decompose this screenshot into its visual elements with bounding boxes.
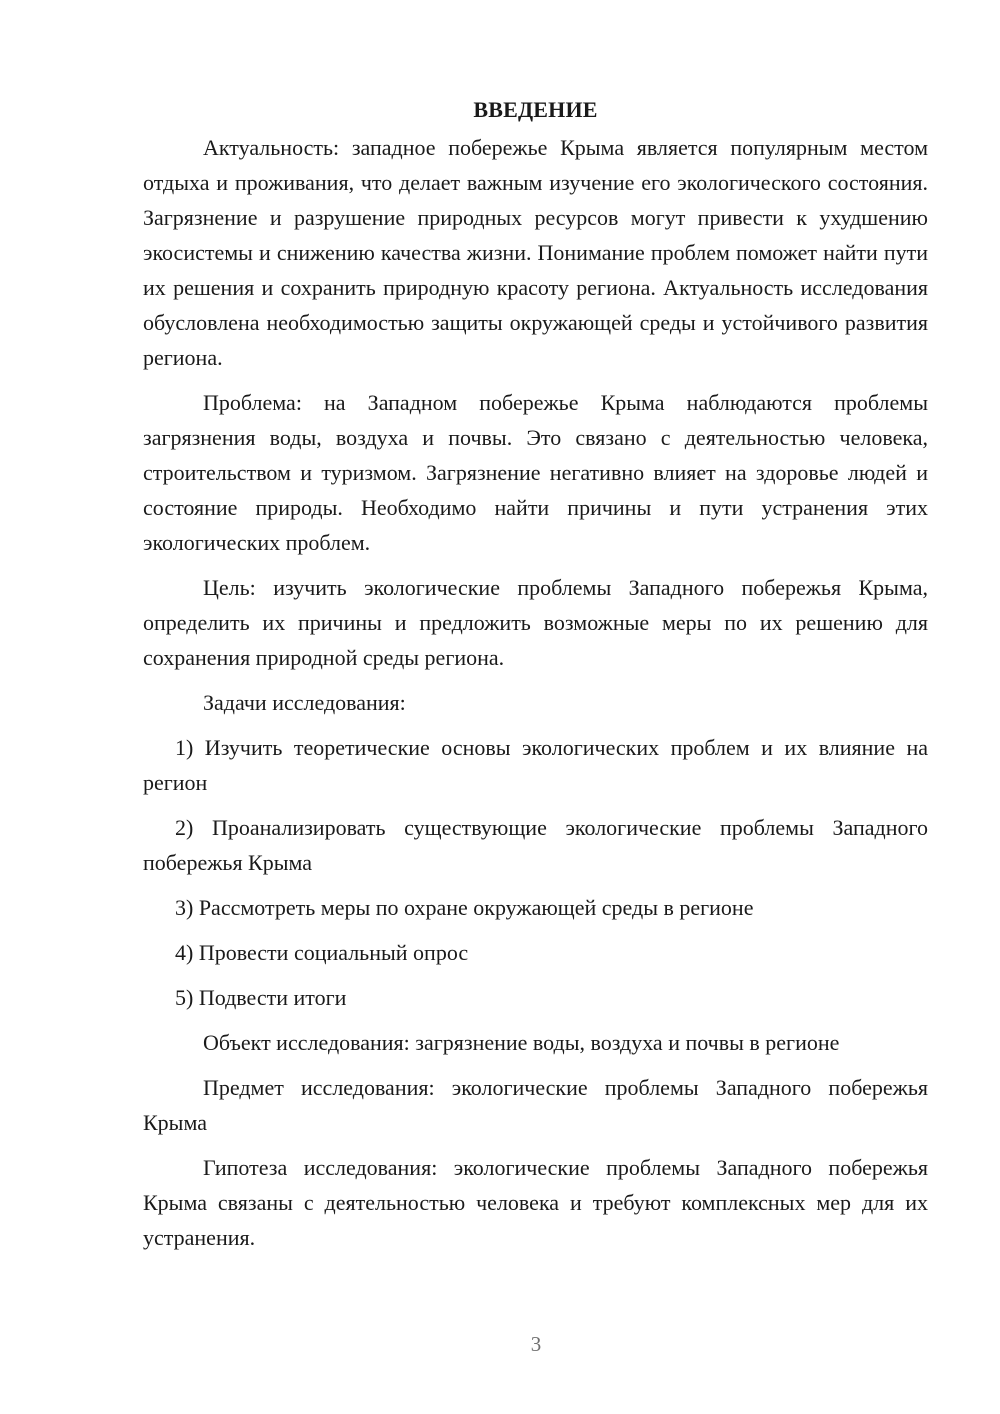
task-item: 2) Проанализировать существующие экологические проблемы Западного побережья Крыма [143, 815, 928, 875]
hypothesis-paragraph: Гипотеза исследования: экологические проблемы Западного побережья Крыма связаны с деятельностью человека и требуют комплексных мер для их устранения. [143, 1155, 928, 1250]
task-item: 1) Изучить теоретические основы экологических проблем и их влияние на регион [143, 735, 928, 795]
goal-paragraph: Цель: изучить экологические проблемы Западного побережья Крыма, определить их причины и предложить возможные меры по их решению для сохранения природной среды региона. [143, 575, 928, 670]
task-item: 5) Подвести итоги [175, 985, 347, 1010]
document-page [143, 92, 928, 1265]
page-number: 3 [530, 1332, 542, 1356]
object-paragraph: Объект исследования: загрязнение воды, воздуха и почвы в регионе [203, 1030, 840, 1055]
problem-paragraph: Проблема: на Западном побережье Крыма наблюдаются проблемы загрязнения воды, воздуха и почвы. Это связано с деятельностью человека, строительством и туризмом. Загрязнение негативно влияет на здоровье людей и состояние природы. Необходимо найти причины и пути устранения этих экологических проблем. [143, 390, 928, 555]
tasks-heading: Задачи исследования: [203, 690, 406, 715]
task-item: 4) Провести социальный опрос [175, 940, 469, 965]
section-heading: ВВЕДЕНИЕ [473, 97, 598, 122]
subject-paragraph: Предмет исследования: экологические проблемы Западного побережья Крыма [143, 1075, 928, 1135]
relevance-paragraph: Актуальность: западное побережье Крыма является популярным местом отдыха и проживания, что делает важным изучение его экологического состояния. Загрязнение и разрушение природных ресурсов могут привести к ухудшению экосистемы и снижению качества жизни. Понимание проблем поможет найти пути их решения и сохранить природную красоту региона. Актуальность исследования обусловлена необходимостью защиты окружающей среды и устойчивого развития региона. [143, 135, 928, 370]
task-item: 3) Рассмотреть меры по охране окружающей среды в регионе [175, 895, 754, 920]
